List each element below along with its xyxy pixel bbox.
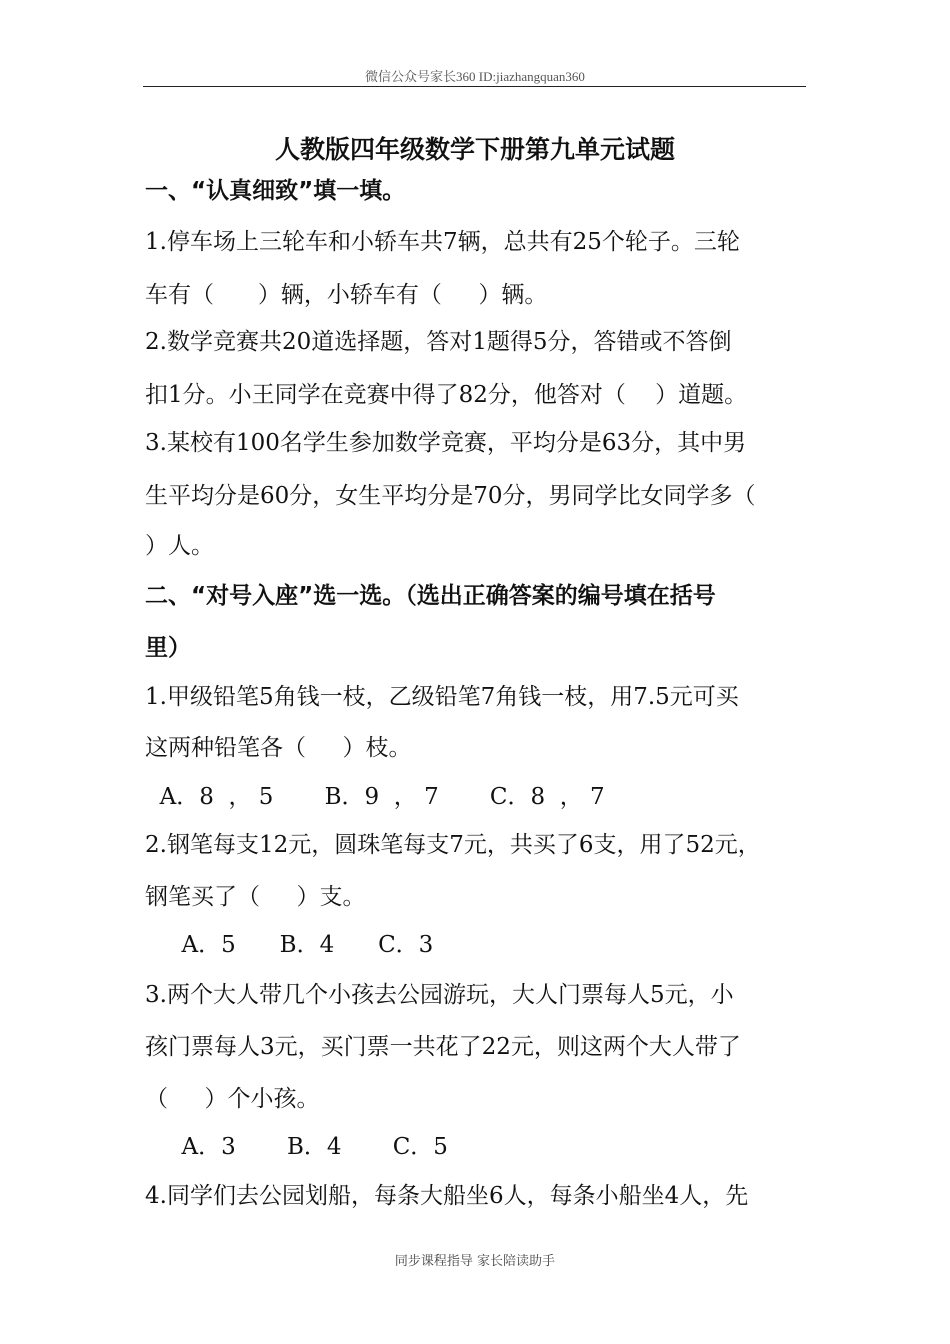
q2-1-options: A．8 ， 5 B．9 ， 7 C．8 ， 7 (145, 784, 605, 810)
q2-1-line-2: 这两种铅笔各（ ）枝。 (145, 735, 412, 761)
q1-3-line-2: 生平均分是60分，女生平均分是70分，男同学比女同学多（ (145, 483, 756, 509)
q2-1-line-1: 1.甲级铅笔5角钱一枝，乙级铅笔7角钱一枝，用7.5元可买 (145, 684, 739, 710)
page-title: 人教版四年级数学下册第九单元试题 (274, 135, 675, 164)
q1-2-line-2: 扣1分。小王同学在竞赛中得了82分，他答对（ ）道题。 (145, 382, 748, 408)
q1-3-line-1: 3.某校有100名学生参加数学竞赛，平均分是63分，其中男 (145, 430, 747, 456)
page-header: 微信公众号家长360 ID:jiazhangquan360 (365, 69, 585, 84)
q2-3-options: A．3 B．4 C．5 (145, 1134, 448, 1160)
q1-1-line-2: 车有（ ）辆，小轿车有（ ）辆。 (145, 282, 548, 308)
page-footer: 同步课程指导 家长陪读助手 (394, 1254, 556, 1269)
q1-3-line-3: ）人。 (145, 533, 214, 559)
q1-2-line-1: 2.数学竞赛共20道选择题，答对1题得5分，答错或不答倒 (145, 329, 732, 355)
q2-3-line-1: 3.两个大人带几个小孩去公园游玩，大人门票每人5元，小 (145, 982, 734, 1008)
q2-4-line-1: 4.同学们去公园划船，每条大船坐6人，每条小船坐4人，先 (145, 1183, 749, 1209)
q2-2-line-1: 2.钢笔每支12元，圆珠笔每支7元，共买了6支，用了52元， (145, 832, 761, 858)
q2-3-line-3: （ ）个小孩。 (145, 1086, 320, 1112)
section-2-heading: 二、“对号入座”选一选。（选出正确答案的编号填在括号 (145, 583, 716, 609)
q2-2-line-2: 钢笔买了（ ）支。 (145, 884, 366, 910)
section-1-heading: 一、“认真细致”填一填。 (145, 178, 406, 204)
q2-3-line-2: 孩门票每人3元，买门票一共花了22元，则这两个大人带了 (145, 1034, 741, 1060)
q1-1-line-1: 1.停车场上三轮车和小轿车共7辆，总共有25个轮子。三轮 (145, 229, 740, 255)
q2-2-options: A．5 B．4 C．3 (145, 932, 434, 958)
section-2-heading-cont: 里） (145, 635, 191, 661)
header-rule (143, 86, 806, 87)
